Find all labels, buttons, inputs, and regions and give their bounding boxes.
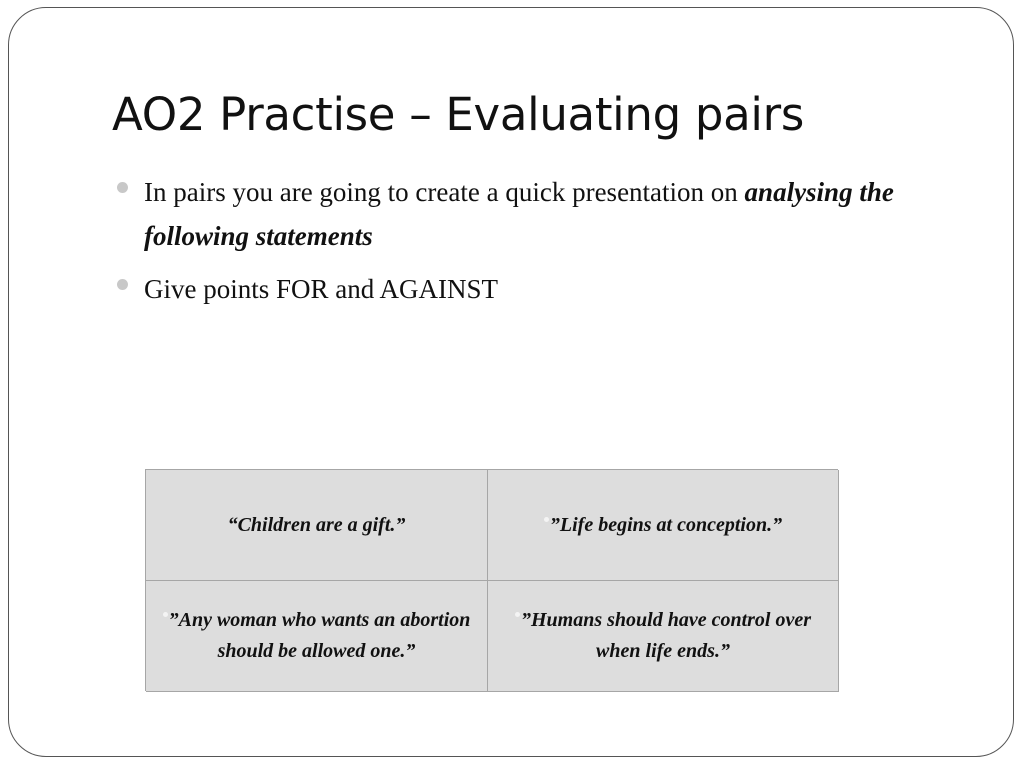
slide-title: AO2 Practise – Evaluating pairs bbox=[112, 88, 804, 141]
statement-cell bbox=[146, 470, 488, 581]
bullet-dot-icon bbox=[117, 279, 128, 290]
bullet-dot-icon bbox=[544, 517, 549, 522]
bullet-dot-icon bbox=[117, 182, 128, 193]
statement-text: “Children are a gift.” bbox=[227, 513, 406, 536]
bullet-text: Give points FOR and AGAINST bbox=[144, 274, 499, 304]
statements-table bbox=[145, 469, 838, 691]
bullet-item-2 bbox=[112, 267, 902, 311]
bullet-list bbox=[112, 170, 902, 320]
statement-text: ”Humans should have control over when life ends.” bbox=[520, 609, 812, 662]
bullet-emphasis: analysing the following statements bbox=[144, 177, 894, 251]
statement-cell bbox=[488, 581, 839, 692]
bullet-dot-icon bbox=[163, 612, 168, 617]
bullet-dot-icon bbox=[515, 612, 520, 617]
statement-text: ”Any woman who wants an abortion should be allowed one.” bbox=[168, 609, 471, 662]
bullet-text: In pairs you are going to create a quick presentation on bbox=[144, 177, 745, 207]
bullet-item-1 bbox=[112, 170, 902, 258]
statement-text: ”Life begins at conception.” bbox=[549, 513, 783, 536]
statement-cell bbox=[488, 470, 839, 581]
statement-cell bbox=[146, 581, 488, 692]
